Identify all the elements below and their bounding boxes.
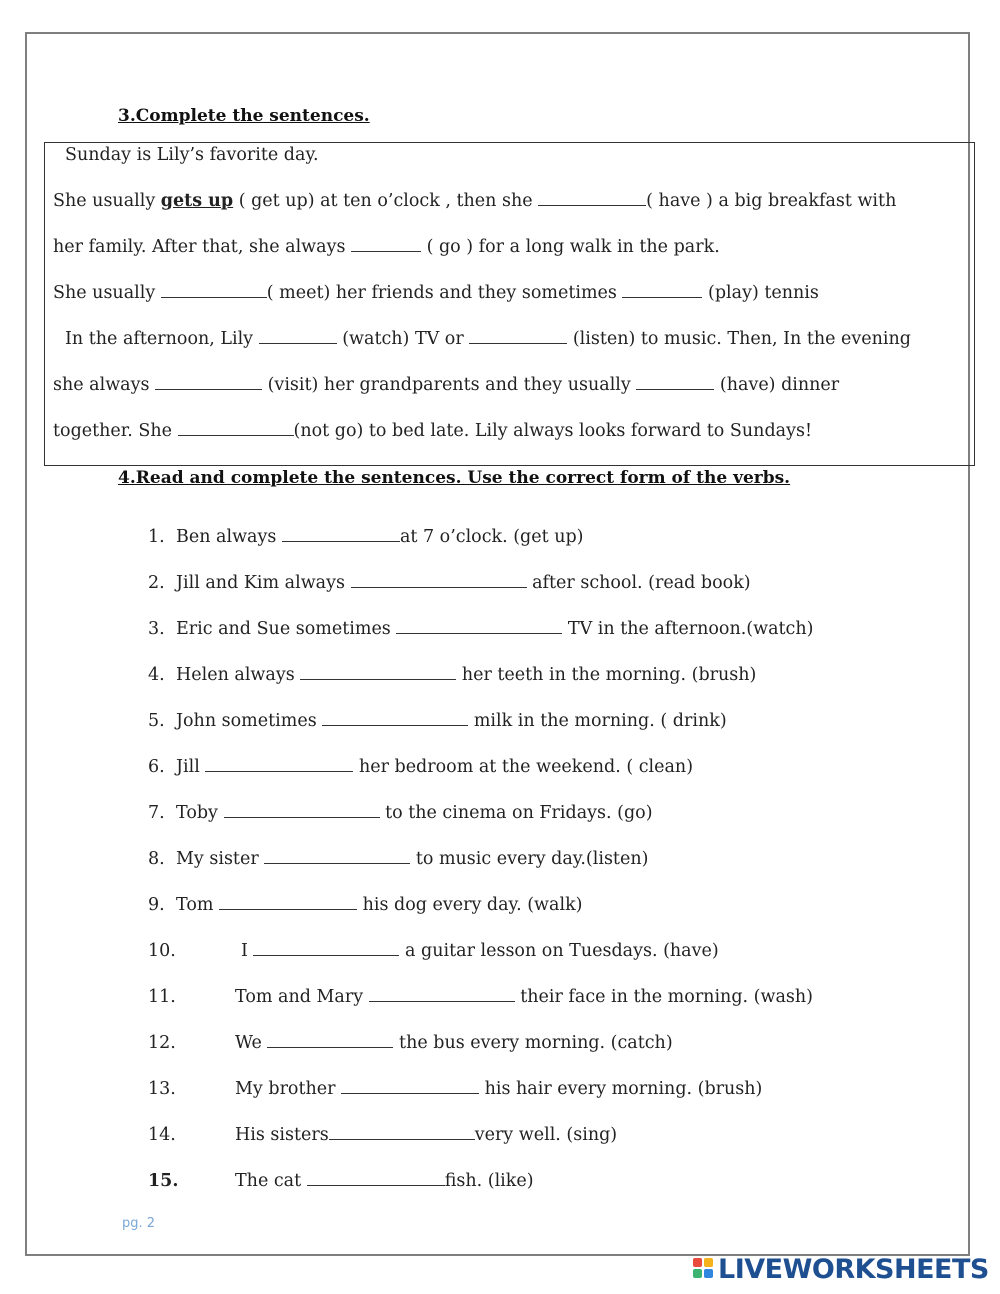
answer-blank[interactable] bbox=[259, 342, 337, 344]
answer-blank[interactable] bbox=[282, 540, 400, 542]
item-number: 7. bbox=[148, 803, 165, 823]
logo-text: LIVEWORKSHEETS bbox=[718, 1253, 989, 1285]
liveworksheets-logo[interactable] bbox=[693, 1254, 989, 1284]
answer-blank[interactable] bbox=[264, 862, 410, 864]
story-text: she always bbox=[53, 375, 156, 395]
story-text: ( have ) a big breakfast with bbox=[646, 191, 897, 211]
story-line-7 bbox=[53, 421, 812, 441]
item-text: Helen always bbox=[176, 665, 301, 685]
example-answer: gets up bbox=[160, 191, 234, 211]
story-text: (visit) her grandparents and they usually bbox=[262, 375, 637, 395]
exercise-item-9 bbox=[176, 895, 583, 915]
logo-blocks-icon bbox=[693, 1258, 715, 1280]
answer-blank[interactable] bbox=[329, 1138, 475, 1140]
item-number: 8. bbox=[148, 849, 165, 869]
item-text: very well. (sing) bbox=[474, 1125, 618, 1145]
item-text: to the cinema on Fridays. (go) bbox=[379, 803, 653, 823]
item-text: TV in the afternoon.(watch) bbox=[562, 619, 814, 639]
story-line-6 bbox=[53, 375, 839, 395]
item-number: 3. bbox=[148, 619, 165, 639]
exercise-item-12 bbox=[235, 1033, 673, 1053]
answer-blank[interactable] bbox=[219, 908, 357, 910]
story-line-5 bbox=[65, 329, 911, 349]
exercise-item-7 bbox=[176, 803, 653, 823]
item-text: My sister bbox=[176, 849, 265, 869]
story-text: ( meet) her friends and they sometimes bbox=[266, 283, 623, 303]
item-text: his dog every day. (walk) bbox=[357, 895, 583, 915]
exercise-item-5 bbox=[176, 711, 727, 731]
item-text: John sometimes bbox=[176, 711, 323, 731]
answer-blank[interactable] bbox=[307, 1184, 445, 1186]
exercise-item-4 bbox=[176, 665, 756, 685]
item-text: Ben always bbox=[176, 527, 282, 547]
item-text: Jill and Kim always bbox=[176, 573, 351, 593]
item-text: his hair every morning. (brush) bbox=[479, 1079, 763, 1099]
exercise-item-8 bbox=[176, 849, 648, 869]
item-text: Jill bbox=[176, 757, 206, 777]
story-text: together. She bbox=[53, 421, 178, 441]
answer-blank[interactable] bbox=[341, 1092, 479, 1094]
story-line-2 bbox=[53, 191, 896, 211]
story-line-3 bbox=[53, 237, 720, 257]
exercise-item-1 bbox=[176, 527, 584, 547]
item-text: her bedroom at the weekend. ( clean) bbox=[353, 757, 694, 777]
section3-heading: 3.Complete the sentences. bbox=[118, 106, 370, 126]
item-number: 14. bbox=[148, 1125, 176, 1145]
story-text: She usually bbox=[53, 283, 161, 303]
story-text: her family. After that, she always bbox=[53, 237, 352, 257]
exercise-item-15 bbox=[235, 1171, 534, 1191]
story-text: (listen) to music. Then, In the evening bbox=[567, 329, 912, 349]
exercise-item-13 bbox=[235, 1079, 762, 1099]
story-text: She usually bbox=[53, 191, 161, 211]
story-text: ( get up) at ten o’clock , then she bbox=[233, 191, 539, 211]
exercise-item-6 bbox=[176, 757, 693, 777]
answer-blank[interactable] bbox=[300, 678, 456, 680]
item-number: 2. bbox=[148, 573, 165, 593]
story-text: (play) tennis bbox=[702, 283, 819, 303]
answer-blank[interactable] bbox=[253, 954, 399, 956]
item-text: We bbox=[235, 1033, 268, 1053]
story-line-1 bbox=[65, 145, 319, 165]
item-text: Eric and Sue sometimes bbox=[176, 619, 397, 639]
item-text: Tom and Mary bbox=[235, 987, 369, 1007]
answer-blank[interactable] bbox=[396, 632, 562, 634]
item-text: The cat bbox=[235, 1171, 307, 1191]
story-text: Sunday is Lily’s favorite day. bbox=[65, 145, 319, 165]
item-text: Tom bbox=[176, 895, 220, 915]
item-text: Toby bbox=[176, 803, 224, 823]
item-number: 4. bbox=[148, 665, 165, 685]
answer-blank[interactable] bbox=[538, 204, 646, 206]
answer-blank[interactable] bbox=[369, 1000, 515, 1002]
item-text: her teeth in the morning. (brush) bbox=[456, 665, 757, 685]
answer-blank[interactable] bbox=[351, 586, 527, 588]
answer-blank[interactable] bbox=[267, 1046, 393, 1048]
story-text: ( go ) for a long walk in the park. bbox=[421, 237, 720, 257]
item-number: 11. bbox=[148, 987, 176, 1007]
exercise-item-3 bbox=[176, 619, 813, 639]
answer-blank[interactable] bbox=[224, 816, 380, 818]
exercise-item-11 bbox=[235, 987, 813, 1007]
answer-blank[interactable] bbox=[161, 296, 267, 298]
story-text: (watch) TV or bbox=[336, 329, 470, 349]
item-text: His sisters bbox=[235, 1125, 329, 1145]
item-number: 1. bbox=[148, 527, 165, 547]
story-line-4 bbox=[53, 283, 819, 303]
answer-blank[interactable] bbox=[178, 434, 294, 436]
item-text: My brother bbox=[235, 1079, 342, 1099]
section4-heading: 4.Read and complete the sentences. Use the correct form of the verbs. bbox=[118, 468, 791, 488]
story-text: In the afternoon, Lily bbox=[65, 329, 259, 349]
item-number: 15. bbox=[148, 1171, 179, 1191]
item-text: after school. (read book) bbox=[526, 573, 751, 593]
answer-blank[interactable] bbox=[322, 724, 468, 726]
item-number: 13. bbox=[148, 1079, 176, 1099]
answer-blank[interactable] bbox=[636, 388, 714, 390]
item-text: milk in the morning. ( drink) bbox=[468, 711, 727, 731]
item-text: their face in the morning. (wash) bbox=[514, 987, 813, 1007]
item-text: the bus every morning. (catch) bbox=[393, 1033, 673, 1053]
item-number: 9. bbox=[148, 895, 165, 915]
answer-blank[interactable] bbox=[205, 770, 353, 772]
item-text: I bbox=[241, 941, 254, 961]
item-number: 6. bbox=[148, 757, 165, 777]
item-text: a guitar lesson on Tuesdays. (have) bbox=[399, 941, 719, 961]
page-number: pg. 2 bbox=[122, 1216, 156, 1231]
item-text: at 7 o’clock. (get up) bbox=[399, 527, 584, 547]
item-text: fish. (like) bbox=[444, 1171, 534, 1191]
answer-blank[interactable] bbox=[469, 342, 567, 344]
story-text: (have) dinner bbox=[714, 375, 840, 395]
exercise-item-2 bbox=[176, 573, 751, 593]
item-number: 12. bbox=[148, 1033, 176, 1053]
exercise-item-14 bbox=[235, 1125, 617, 1145]
answer-blank[interactable] bbox=[155, 388, 262, 390]
answer-blank[interactable] bbox=[622, 296, 702, 298]
story-text: (not go) to bed late. Lily always looks forward to Sundays! bbox=[293, 421, 812, 441]
item-text: to music every day.(listen) bbox=[410, 849, 649, 869]
answer-blank[interactable] bbox=[351, 250, 421, 252]
exercise-item-10 bbox=[241, 941, 719, 961]
item-number: 5. bbox=[148, 711, 165, 731]
item-number: 10. bbox=[148, 941, 176, 961]
